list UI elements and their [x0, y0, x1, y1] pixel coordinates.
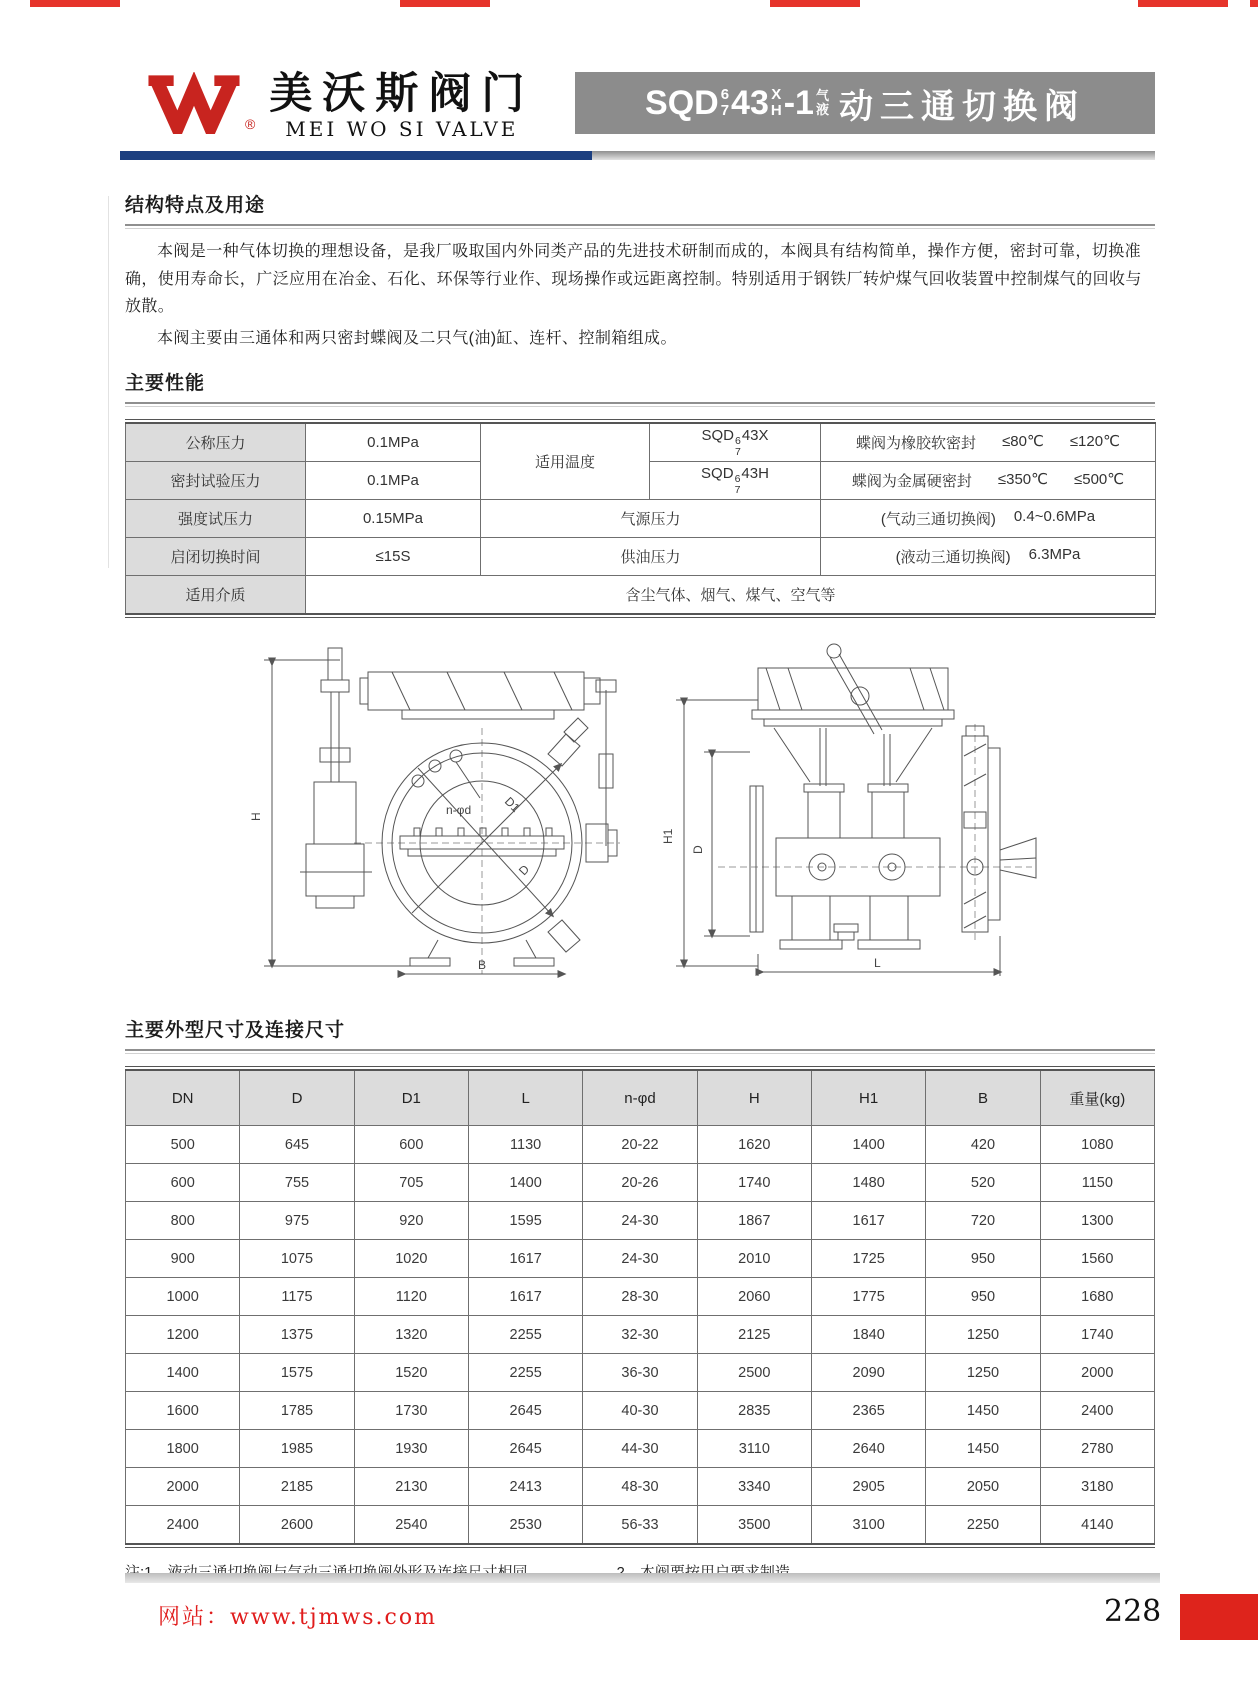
dim-cell: 2050	[926, 1468, 1040, 1506]
dim-cell: 2185	[240, 1468, 354, 1506]
dim-cell: 900	[126, 1240, 240, 1278]
dim-label-b: B	[478, 958, 487, 973]
dim-cell: 1250	[926, 1316, 1040, 1354]
section-rule-light	[125, 228, 1155, 229]
dim-cell: 2010	[697, 1240, 811, 1278]
dimension-row	[126, 1392, 1155, 1430]
crop-mark	[400, 0, 490, 7]
dim-label-h: H	[249, 812, 263, 822]
dim-cell: 2645	[468, 1392, 582, 1430]
dim-cell: 24-30	[583, 1202, 697, 1240]
website-link[interactable]: 网站：www.tjmws.com	[158, 1605, 437, 1630]
performance-row-media	[126, 576, 1156, 615]
dimension-row	[126, 1468, 1155, 1506]
dim-cell: 24-30	[583, 1240, 697, 1278]
air-supply-pressure-value: (气动三通切换阀) 0.4~0.6MPa	[821, 500, 1156, 538]
nominal-pressure-value: 0.1MPa	[306, 423, 481, 462]
dim-cell: 2835	[697, 1392, 811, 1430]
model-43x-cell: SQD 6 7 43X	[650, 423, 821, 462]
section-dimensions	[125, 1015, 1155, 1582]
footer-rule	[125, 1573, 1160, 1583]
dim-cell: 1600	[126, 1392, 240, 1430]
dim-cell: 2255	[468, 1354, 582, 1392]
column-header: H1	[811, 1070, 925, 1126]
header-rule-blue	[120, 151, 592, 160]
dim-cell: 1985	[240, 1430, 354, 1468]
dim-cell: 420	[926, 1126, 1040, 1164]
dim-label-h1: H1	[661, 828, 675, 845]
page-corner-marker	[1180, 1594, 1258, 1640]
dim-cell: 2255	[468, 1316, 582, 1354]
section-title-performance: 主要性能	[125, 373, 206, 395]
dimensions-table	[125, 1069, 1155, 1545]
dim-cell: 1840	[811, 1316, 925, 1354]
dim-cell: 920	[354, 1202, 468, 1240]
dim-cell: 1020	[354, 1240, 468, 1278]
side-view-drawing	[658, 636, 1038, 981]
column-header: L	[468, 1070, 582, 1126]
dim-cell: 600	[126, 1164, 240, 1202]
crop-mark	[30, 0, 120, 7]
strength-pressure-label: 强度试压力	[126, 500, 306, 538]
performance-table	[125, 422, 1156, 615]
dim-cell: 20-26	[583, 1164, 697, 1202]
dim-cell: 950	[926, 1240, 1040, 1278]
features-paragraph-1: 本阀是一种气体切换的理想设备，是我厂吸取国内外同类产品的先进技术研制而成的，本阀具有结构简单，操作方便，密封可靠，切换准确，使用寿命长，广泛应用在冶金、石化、环保等行业作、现场操作或远距离控制。特别适用于钢铁厂转炉煤气回收装置中控制煤气的回收与放散。	[125, 243, 1142, 316]
dim-cell: 1450	[926, 1392, 1040, 1430]
dim-cell: 1560	[1040, 1240, 1154, 1278]
model-dash: -1	[783, 83, 814, 122]
dim-cell: 36-30	[583, 1354, 697, 1392]
dim-cell: 56-33	[583, 1506, 697, 1545]
crop-mark	[770, 0, 860, 7]
seal-test-pressure-value: 0.1MPa	[306, 462, 481, 500]
dimension-row	[126, 1354, 1155, 1392]
dim-cell: 2600	[240, 1506, 354, 1545]
page-number: 228	[1104, 1594, 1162, 1629]
performance-row-nominal-pressure	[126, 423, 1156, 462]
dim-cell: 1250	[926, 1354, 1040, 1392]
dim-cell: 1075	[240, 1240, 354, 1278]
crop-mark	[1250, 0, 1258, 7]
dim-cell: 1200	[126, 1316, 240, 1354]
dim-label-d1: D1	[501, 794, 523, 816]
model-mid: 43	[731, 83, 769, 122]
switch-time-label: 启闭切换时间	[126, 538, 306, 576]
section-rule	[125, 224, 1155, 226]
dimension-row	[126, 1164, 1155, 1202]
dimension-row	[126, 1430, 1155, 1468]
dim-cell: 1617	[468, 1278, 582, 1316]
dim-cell: 1400	[126, 1354, 240, 1392]
section-title-dimensions: 主要外型尺寸及连接尺寸	[125, 1020, 346, 1042]
dim-cell: 1400	[811, 1126, 925, 1164]
dim-cell: 1130	[468, 1126, 582, 1164]
dimension-row	[126, 1316, 1155, 1354]
dim-cell: 3500	[697, 1506, 811, 1545]
dim-cell: 1785	[240, 1392, 354, 1430]
dim-cell: 1617	[811, 1202, 925, 1240]
model-prefix: SQD	[645, 83, 719, 122]
dim-cell: 2365	[811, 1392, 925, 1430]
column-header: n-φd	[583, 1070, 697, 1126]
oil-supply-pressure-label: 供油压力	[481, 538, 821, 576]
seal-test-pressure-label: 密封试验压力	[126, 462, 306, 500]
dim-cell: 20-22	[583, 1126, 697, 1164]
technical-drawings	[125, 636, 1155, 981]
media-label: 适用介质	[126, 576, 306, 615]
dim-cell: 1375	[240, 1316, 354, 1354]
dim-cell: 3100	[811, 1506, 925, 1545]
dimension-row	[126, 1202, 1155, 1240]
dimensions-table-body	[126, 1126, 1155, 1545]
dim-cell: 4140	[1040, 1506, 1154, 1545]
dim-cell: 755	[240, 1164, 354, 1202]
dim-cell: 2540	[354, 1506, 468, 1545]
dimension-row	[126, 1506, 1155, 1545]
dim-cell: 500	[126, 1126, 240, 1164]
dim-cell: 1520	[354, 1354, 468, 1392]
dim-cell: 1450	[926, 1430, 1040, 1468]
dim-cell: 1595	[468, 1202, 582, 1240]
brand-name-cn: 美沃斯阀门	[269, 69, 535, 119]
dim-cell: 2090	[811, 1354, 925, 1392]
dim-cell: 2000	[126, 1468, 240, 1506]
performance-row-strength-pressure	[126, 500, 1156, 538]
dim-cell: 2400	[126, 1506, 240, 1545]
section-rule	[125, 402, 1155, 404]
air-supply-pressure-label: 气源压力	[481, 500, 821, 538]
dim-cell: 975	[240, 1202, 354, 1240]
media-value: 含尘气体、烟气、煤气、空气等	[306, 576, 1156, 615]
dim-cell: 600	[354, 1126, 468, 1164]
model-frac-xh: X H	[770, 86, 782, 119]
brand-name-en: MEI WO SI VALVE	[285, 117, 519, 142]
dim-cell: 1740	[697, 1164, 811, 1202]
dim-cell: 1620	[697, 1126, 811, 1164]
header-rule-silver	[592, 151, 1155, 160]
section-features	[125, 190, 1155, 352]
dim-cell: 1725	[811, 1240, 925, 1278]
dim-cell: 40-30	[583, 1392, 697, 1430]
dim-cell: 2060	[697, 1278, 811, 1316]
dim-cell: 2000	[1040, 1354, 1154, 1392]
dim-cell: 3110	[697, 1430, 811, 1468]
nominal-pressure-label: 公称压力	[126, 423, 306, 462]
dim-cell: 1120	[354, 1278, 468, 1316]
dim-cell: 1730	[354, 1392, 468, 1430]
brand-logo-icon	[145, 72, 243, 134]
dim-cell: 1617	[468, 1240, 582, 1278]
dim-cell: 2780	[1040, 1430, 1154, 1468]
column-header: D	[240, 1070, 354, 1126]
strength-pressure-value: 0.15MPa	[306, 500, 481, 538]
dim-cell: 2413	[468, 1468, 582, 1506]
dim-label-l: L	[874, 956, 881, 971]
features-paragraph-2: 本阀主要由三通体和两只密封蝶阀及二只气(油)缸、连杆、控制箱组成。	[157, 329, 677, 347]
column-header: B	[926, 1070, 1040, 1126]
dim-cell: 2640	[811, 1430, 925, 1468]
applicable-temperature-label: 适用温度	[481, 423, 650, 500]
bolt-circle-label: n-φd	[446, 803, 472, 818]
model-frac-media: 气 液	[815, 88, 829, 117]
dim-cell: 520	[926, 1164, 1040, 1202]
performance-row-switch-time	[126, 538, 1156, 576]
dim-cell: 1300	[1040, 1202, 1154, 1240]
dim-cell: 1320	[354, 1316, 468, 1354]
performance-table-frame	[125, 419, 1155, 618]
dim-cell: 1575	[240, 1354, 354, 1392]
oil-supply-pressure-value: (液动三通切换阀) 6.3MPa	[821, 538, 1156, 576]
switch-time-value: ≤15S	[306, 538, 481, 576]
dim-cell: 2125	[697, 1316, 811, 1354]
dim-cell: 1400	[468, 1164, 582, 1202]
dim-cell: 2400	[1040, 1392, 1154, 1430]
dim-cell: 2645	[468, 1430, 582, 1468]
model-frac-67: 6 7	[720, 86, 730, 119]
dimension-row	[126, 1126, 1155, 1164]
dim-cell: 2905	[811, 1468, 925, 1506]
dim-cell: 2500	[697, 1354, 811, 1392]
crop-mark	[1138, 0, 1228, 7]
section-title-features: 结构特点及用途	[125, 195, 266, 216]
column-header: D1	[354, 1070, 468, 1126]
dim-cell: 28-30	[583, 1278, 697, 1316]
dimensions-header-row	[126, 1070, 1155, 1126]
column-header: DN	[126, 1070, 240, 1126]
soft-seal-temp-cell: 蝶阀为橡胶软密封 ≤80℃ ≤120℃	[821, 423, 1156, 462]
dim-cell: 1080	[1040, 1126, 1154, 1164]
dim-cell: 645	[240, 1126, 354, 1164]
section-performance	[125, 368, 1155, 618]
dimension-row	[126, 1278, 1155, 1316]
dim-cell: 720	[926, 1202, 1040, 1240]
section-rule	[125, 1049, 1155, 1051]
product-model-title	[575, 72, 1155, 134]
dim-cell: 1867	[697, 1202, 811, 1240]
dim-cell: 705	[354, 1164, 468, 1202]
dim-cell: 1680	[1040, 1278, 1154, 1316]
dim-cell: 1150	[1040, 1164, 1154, 1202]
dim-cell: 48-30	[583, 1468, 697, 1506]
column-header: H	[697, 1070, 811, 1126]
section-rule-light	[125, 406, 1155, 407]
dimensions-table-frame	[125, 1066, 1155, 1548]
dimension-row	[126, 1240, 1155, 1278]
brand-header	[145, 69, 535, 142]
dim-cell: 1740	[1040, 1316, 1154, 1354]
dim-cell: 1930	[354, 1430, 468, 1468]
model-43h-cell: SQD 6 7 43H	[650, 462, 821, 500]
section-rule-light	[125, 1053, 1155, 1054]
dim-cell: 44-30	[583, 1430, 697, 1468]
dim-cell: 1000	[126, 1278, 240, 1316]
dim-cell: 800	[126, 1202, 240, 1240]
scan-artifact-line	[108, 196, 109, 568]
front-view-drawing	[242, 636, 622, 981]
hard-seal-temp-cell: 蝶阀为金属硬密封 ≤350℃ ≤500℃	[821, 462, 1156, 500]
dim-cell: 1480	[811, 1164, 925, 1202]
registered-mark: ®	[245, 116, 256, 132]
dim-cell: 1175	[240, 1278, 354, 1316]
dim-cell: 2530	[468, 1506, 582, 1545]
dim-label-d-side: D	[691, 845, 705, 855]
dim-cell: 2130	[354, 1468, 468, 1506]
model-suffix: 动三通切换阀	[838, 87, 1085, 126]
dim-cell: 3340	[697, 1468, 811, 1506]
dim-cell: 32-30	[583, 1316, 697, 1354]
dim-cell: 950	[926, 1278, 1040, 1316]
dim-cell: 1800	[126, 1430, 240, 1468]
dim-cell: 3180	[1040, 1468, 1154, 1506]
column-header: 重量(kg)	[1040, 1070, 1154, 1126]
dim-cell: 2250	[926, 1506, 1040, 1545]
dim-label-d: D	[515, 862, 533, 879]
dim-cell: 1775	[811, 1278, 925, 1316]
